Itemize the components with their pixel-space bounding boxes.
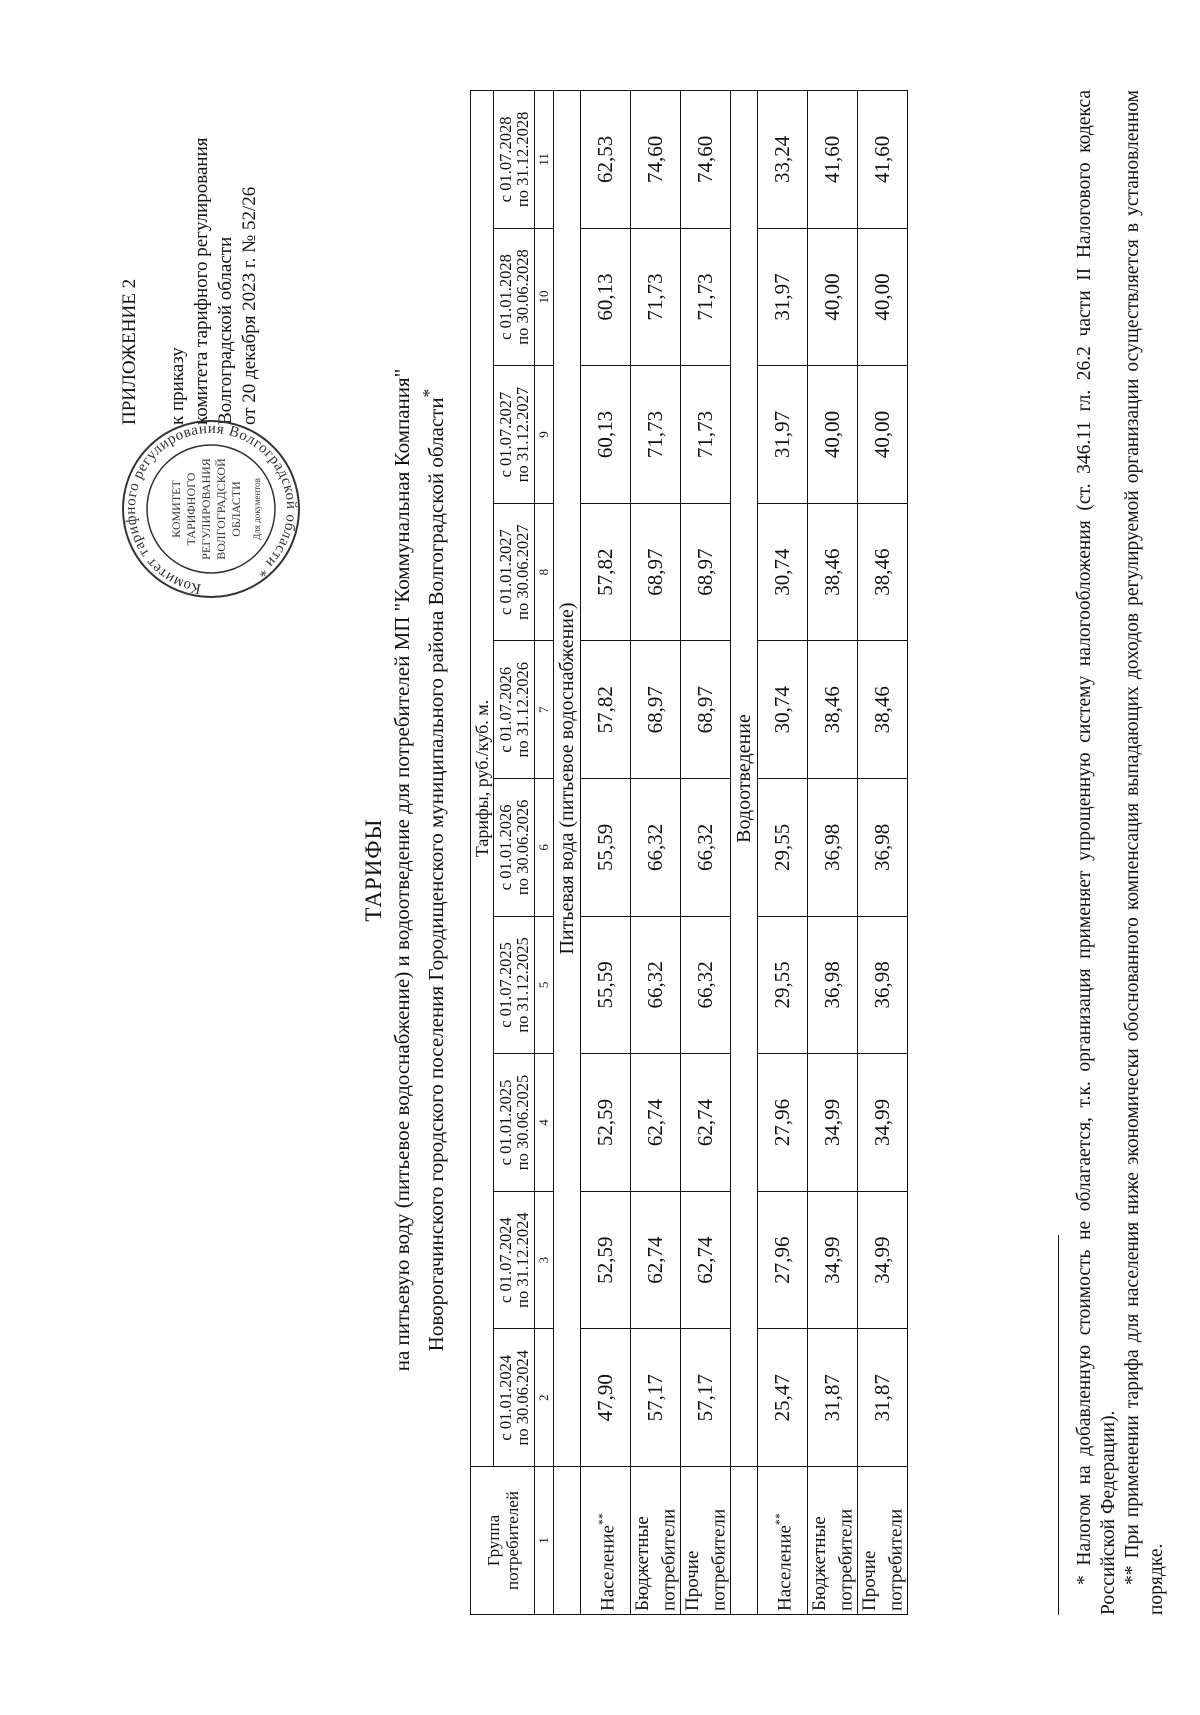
consumer-group: Прочие потребители [858, 1508, 907, 1611]
appendix-line: комитета тарифного регулирования [191, 137, 212, 425]
period-header [494, 641, 535, 779]
period-to: по 31.12.2024 [513, 1212, 532, 1308]
footnote-vat: * Налогом на добавленную стоимость не облагается, т.к. организация применяет упрощенную систему налогообложения (ст. 346.11 гл. 26.2 части II Налогового кодекса Российской Федерации). [1074, 90, 1119, 1615]
tariff-value: 29,55 [758, 779, 808, 917]
period-from: с 01.07.2024 [496, 1217, 515, 1303]
tariff-value: 62,74 [631, 1191, 681, 1329]
tariff-value: 47,90 [581, 1329, 631, 1467]
period-to: по 30.06.2025 [513, 1074, 532, 1171]
consumer-group-cell [808, 1467, 858, 1615]
units-header: Тарифы, руб./куб. м. [471, 91, 494, 1467]
appendix-title: ПРИЛОЖЕНИЕ 2 [119, 278, 140, 425]
consumer-group: Бюджетные потребители [808, 1508, 857, 1611]
period-header [494, 91, 535, 229]
tariff-value: 31,97 [758, 366, 808, 504]
stamp-line: ТАРИФНОГО [184, 472, 198, 546]
column-number: 10 [535, 228, 554, 366]
tariff-value: 71,73 [681, 366, 731, 504]
tariff-table [470, 90, 908, 1615]
column-number: 2 [535, 1329, 554, 1467]
tariff-value: 66,32 [681, 779, 731, 917]
tariff-value: 71,73 [631, 366, 681, 504]
table-row [758, 91, 808, 1615]
column-number: 4 [535, 1054, 554, 1192]
period-from: с 01.07.2025 [496, 942, 515, 1028]
period-from: с 01.01.2025 [496, 1079, 515, 1166]
table-row [581, 91, 631, 1615]
tariff-value: 55,59 [581, 779, 631, 917]
consumer-group-cell [681, 1467, 731, 1615]
tariff-value: 29,55 [758, 916, 808, 1054]
column-number: 1 [535, 1467, 554, 1615]
consumer-group: Население [597, 1525, 619, 1611]
period-header [494, 779, 535, 917]
column-number: 7 [535, 641, 554, 779]
section-title: Водоотведение [731, 91, 758, 1467]
period-to: по 31.12.2028 [513, 111, 532, 208]
footnote-mark: * [419, 388, 439, 398]
tariff-value: 40,00 [858, 366, 908, 504]
period-to: по 30.06.2026 [513, 799, 532, 896]
tariff-value: 60,13 [581, 228, 631, 366]
tariff-value: 66,32 [681, 916, 731, 1054]
column-number-row [535, 91, 554, 1615]
tariff-value: 41,60 [858, 91, 908, 229]
tariff-value: 68,97 [681, 641, 731, 779]
consumer-group-cell [581, 1467, 631, 1615]
period-header [494, 1191, 535, 1329]
tariff-value: 57,17 [681, 1329, 731, 1467]
column-number: 11 [535, 91, 554, 229]
tariff-value: 71,73 [681, 228, 731, 366]
column-number: 9 [535, 366, 554, 504]
tariff-value: 74,60 [631, 91, 681, 229]
table-row [858, 91, 908, 1615]
tariff-value: 52,59 [581, 1054, 631, 1192]
document-heading [360, 105, 450, 1635]
consumer-group: Бюджетные потребители [631, 1508, 680, 1611]
tariff-value: 57,82 [581, 503, 631, 641]
stamp-line: Для документов [252, 478, 262, 540]
tariff-value: 30,74 [758, 503, 808, 641]
tariff-value: 66,32 [631, 779, 681, 917]
tariff-value: 34,99 [808, 1054, 858, 1192]
column-number: 3 [535, 1191, 554, 1329]
tariff-value: 40,00 [808, 228, 858, 366]
period-to: по 31.12.2025 [513, 937, 532, 1033]
table-row [681, 91, 731, 1615]
tariff-value: 52,59 [581, 1191, 631, 1329]
tariff-value: 38,46 [808, 503, 858, 641]
footnote-population: ** При применении тарифа для населения ниже экономически обоснованного компенсация выпадающих доходов регулируемой организации осуществляется в установленном порядке. [1122, 90, 1167, 1615]
appendix-line: к приказу [167, 347, 188, 425]
tariff-value: 34,99 [808, 1191, 858, 1329]
period-from: с 01.01.2028 [496, 254, 515, 340]
tariff-value: 30,74 [758, 641, 808, 779]
section-title: Питьевая вода (питьевое водоснабжение) [554, 91, 581, 1467]
period-from: с 01.01.2024 [496, 1354, 515, 1441]
tariff-value: 34,99 [858, 1191, 908, 1329]
period-from: с 01.07.2027 [496, 391, 515, 478]
tariff-value: 57,82 [581, 641, 631, 779]
period-to: по 31.12.2027 [513, 386, 532, 483]
tariff-value: 38,46 [858, 503, 908, 641]
column-number: 6 [535, 779, 554, 917]
consumer-group-cell [631, 1467, 681, 1615]
period-from: с 01.07.2028 [496, 116, 515, 203]
tariff-value: 62,74 [681, 1191, 731, 1329]
period-header [494, 366, 535, 504]
stamp-line: КОМИТЕТ [169, 480, 183, 538]
tariff-value: 62,74 [631, 1054, 681, 1192]
heading-line-text: Новорогачинского городского поселения Городищенского муниципального района Волгоградской области [424, 397, 448, 1352]
tariff-value: 60,13 [581, 366, 631, 504]
tariff-value: 27,96 [758, 1191, 808, 1329]
tariff-value: 40,00 [858, 228, 908, 366]
tariff-value: 38,46 [858, 641, 908, 779]
appendix-line: Волгоградской области [215, 236, 236, 425]
tariff-value: 31,87 [858, 1329, 908, 1467]
footnote-mark: ** [772, 1513, 787, 1526]
table-row [631, 91, 681, 1615]
page-title: ТАРИФЫ [361, 818, 386, 922]
period-to: по 30.06.2024 [513, 1349, 532, 1446]
period-to: по 30.06.2027 [513, 524, 532, 620]
stamp-line: ВОЛГОГРАДСКОЙ [214, 458, 228, 560]
tariff-value: 68,97 [631, 641, 681, 779]
period-header [494, 1054, 535, 1192]
footnote-mark: ** [595, 1513, 610, 1526]
tariff-value: 62,53 [581, 91, 631, 229]
section-row [731, 91, 758, 1615]
tariff-value: 40,00 [808, 366, 858, 504]
period-from: с 01.01.2026 [496, 804, 515, 891]
tariff-value: 25,47 [758, 1329, 808, 1467]
column-number: 5 [535, 916, 554, 1054]
tariff-value: 33,24 [758, 91, 808, 229]
period-header [494, 228, 535, 366]
tariff-value: 41,60 [808, 91, 858, 229]
tariff-value: 68,97 [631, 503, 681, 641]
period-header [494, 503, 535, 641]
tariff-value: 55,59 [581, 916, 631, 1054]
heading-line: на питьевую воду (питьевое водоснабжение) и водоотведение для потребителей МП "Коммунальная Компания" [390, 368, 414, 1372]
period-from: с 01.01.2027 [496, 529, 515, 615]
period-from: с 01.07.2026 [496, 666, 515, 753]
stamp-ring-text: Комитет тарифного регулирования Волгоградской области * [122, 420, 300, 597]
tariff-value: 66,32 [631, 916, 681, 1054]
consumer-group-cell [858, 1467, 908, 1615]
group-header: Группа потребителей [471, 1467, 535, 1615]
section-spacer [554, 1467, 581, 1615]
stamp-line: РЕГУЛИРОВАНИЯ [199, 458, 213, 560]
tariff-value: 62,74 [681, 1054, 731, 1192]
tariff-value: 38,46 [808, 641, 858, 779]
tariff-value: 57,17 [631, 1329, 681, 1467]
tariff-value: 34,99 [858, 1054, 908, 1192]
section-spacer [731, 1467, 758, 1615]
period-header [494, 916, 535, 1054]
period-header [494, 1329, 535, 1467]
official-stamp [120, 418, 302, 600]
tariff-value: 71,73 [631, 228, 681, 366]
tariff-value: 31,87 [808, 1329, 858, 1467]
stamp-line: ОБЛАСТИ [229, 481, 243, 537]
tariff-value: 36,98 [808, 779, 858, 917]
period-to: по 30.06.2028 [513, 249, 532, 345]
tariff-value: 27,96 [758, 1054, 808, 1192]
appendix-header [118, 137, 262, 425]
consumer-group-cell [758, 1467, 808, 1615]
tariff-value: 68,97 [681, 503, 731, 641]
tariff-value: 36,98 [808, 916, 858, 1054]
tariff-value: 36,98 [858, 916, 908, 1054]
heading-line [416, 105, 450, 1635]
period-to: по 31.12.2026 [513, 662, 532, 758]
tariff-value: 74,60 [681, 91, 731, 229]
footnotes [1073, 90, 1169, 1615]
appendix-order-number: от 20 декабря 2023 г. № 52/26 [239, 186, 260, 425]
column-number: 8 [535, 503, 554, 641]
table-row [808, 91, 858, 1615]
tariff-value: 31,97 [758, 228, 808, 366]
footnote-divider [1058, 1235, 1059, 1615]
tariff-value: 36,98 [858, 779, 908, 917]
consumer-group: Население [774, 1525, 796, 1611]
consumer-group: Прочие потребители [681, 1508, 730, 1611]
section-row [554, 91, 581, 1615]
